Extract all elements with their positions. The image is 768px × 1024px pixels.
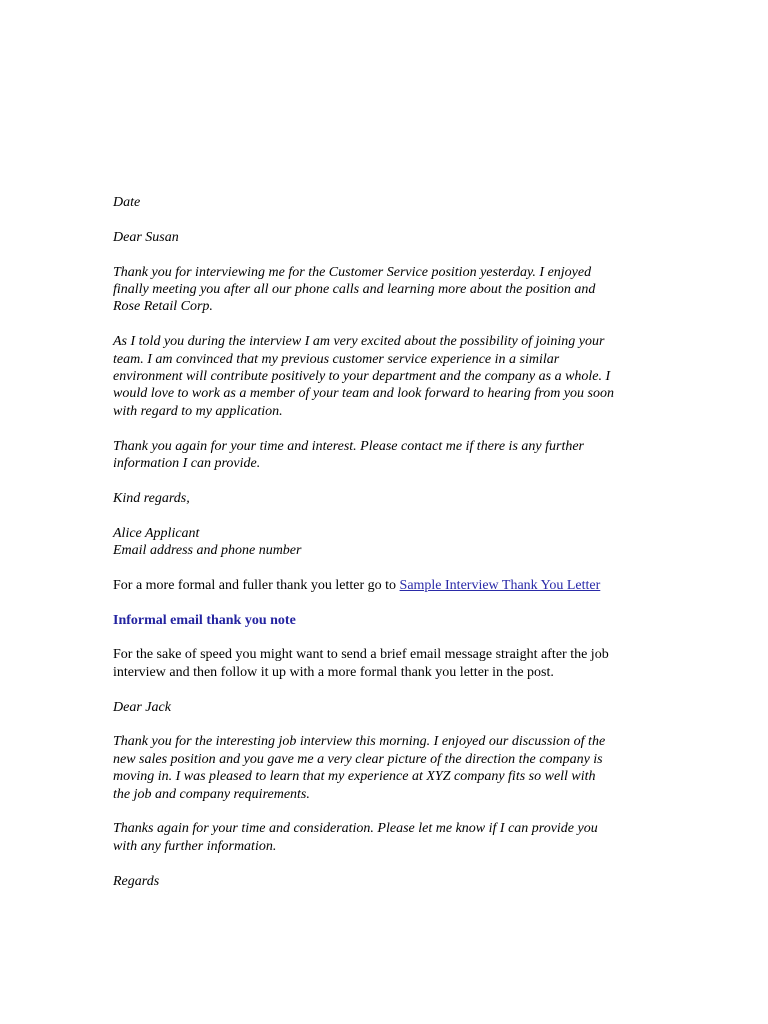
document-page xyxy=(113,194,663,907)
text-line: moving in. I was pleased to learn that my experience at XYZ company fits so well with xyxy=(113,769,596,785)
text-line: Thanks again for your time and consideration. Please let me know if I can provide you xyxy=(113,821,598,837)
letter2-paragraph-1 xyxy=(113,733,663,803)
intro-paragraph xyxy=(113,646,663,681)
text-line: Thank you again for your time and interest. Please contact me if there is any further xyxy=(113,438,584,454)
letter1-closing: Kind regards, xyxy=(113,490,190,506)
text-line: new sales position and you gave me a very clear picture of the direction the company is xyxy=(113,751,603,767)
letter1-date: Date xyxy=(113,195,141,210)
signature-contact: Email address and phone number xyxy=(113,543,302,559)
signature-name: Alice Applicant xyxy=(113,525,200,541)
text-line: with regard to my application. xyxy=(113,403,283,419)
text-line: would love to work as a member of your team and look forward to hearing from you soon xyxy=(113,386,614,402)
text-line: the job and company requirements. xyxy=(113,786,310,802)
text-line: environment will contribute positively to your department and the company as a whole. I xyxy=(113,369,611,385)
letter1-paragraph-1 xyxy=(113,264,663,316)
letter1-signature xyxy=(113,525,663,560)
text-line: Rose Retail Corp. xyxy=(113,299,213,315)
formal-letter-note xyxy=(113,577,663,594)
section-heading: Informal email thank you note xyxy=(113,612,296,628)
text-line: Thank you for the interesting job interview this morning. I enjoyed our discussion of the xyxy=(113,734,606,750)
text-line: interview and then follow it up with a more formal thank you letter in the post. xyxy=(113,664,554,680)
text-line: finally meeting you after all our phone calls and learning more about the position and xyxy=(113,282,596,297)
letter2-closing: Regards xyxy=(113,873,160,889)
letter2-salutation: Dear Jack xyxy=(113,699,171,715)
text-line: with any further information. xyxy=(113,838,277,854)
sample-letter-link[interactable]: Sample Interview Thank You Letter xyxy=(399,577,601,593)
text-line: team. I am convinced that my previous customer service experience in a similar xyxy=(113,351,560,367)
text-line: As I told you during the interview I am very excited about the possibility of joining your xyxy=(113,334,605,350)
letter2-paragraph-2 xyxy=(113,820,663,855)
text-line: Thank you for interviewing me for the Customer Service position yesterday. I enjoyed xyxy=(113,264,592,280)
text-line: For the sake of speed you might want to send a brief email message straight after the job xyxy=(113,647,609,663)
formal-note-line xyxy=(113,577,663,594)
text-line: information I can provide. xyxy=(113,456,261,472)
letter1-paragraph-2 xyxy=(113,333,663,420)
formal-note-text: For a more formal and fuller thank you letter go to xyxy=(113,577,400,593)
letter1-paragraph-3 xyxy=(113,438,663,473)
letter1-salutation: Dear Susan xyxy=(113,229,179,245)
